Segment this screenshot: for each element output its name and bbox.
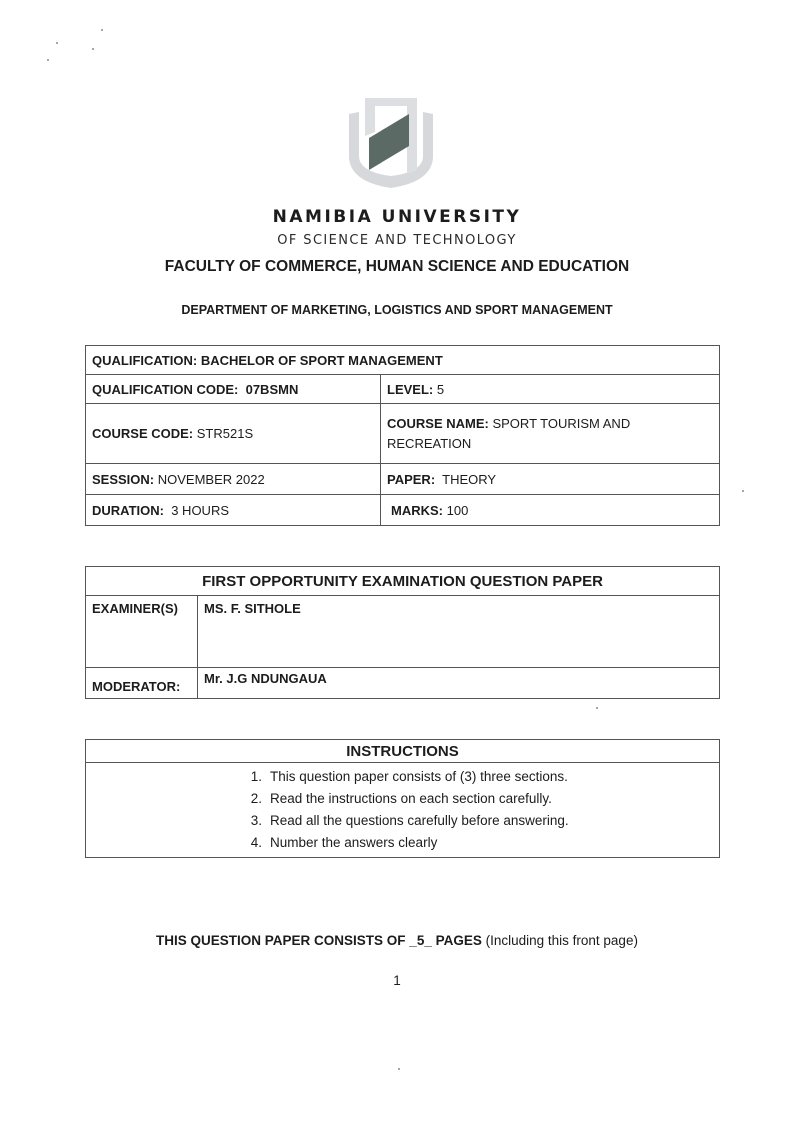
university-name: NAMIBIA UNIVERSITY bbox=[272, 207, 522, 227]
university-subtitle: OF SCIENCE AND TECHNOLOGY bbox=[277, 233, 517, 248]
instruction-item: 2. Read the instructions on each section carefully. bbox=[250, 790, 552, 806]
scan-speck bbox=[92, 48, 94, 50]
session-cell: SESSION: NOVEMBER 2022 bbox=[86, 464, 381, 495]
duration-cell: DURATION: 3 HOURS bbox=[86, 495, 381, 526]
scan-speck bbox=[398, 1068, 400, 1070]
course-name-cell: COURSE NAME: SPORT TOURISM AND RECREATION bbox=[381, 404, 720, 464]
examiner-label: EXAMINER(S) bbox=[86, 596, 198, 668]
moderator-value: Mr. J.G NDUNGAUA bbox=[198, 668, 720, 699]
scan-speck bbox=[101, 29, 103, 31]
scan-speck bbox=[742, 490, 744, 492]
qualification-code-cell: QUALIFICATION CODE: 07BSMN bbox=[86, 375, 381, 404]
marks-cell: MARKS: 100 bbox=[381, 495, 720, 526]
course-info-table bbox=[85, 345, 720, 526]
department-title: DEPARTMENT OF MARKETING, LOGISTICS AND SPORT MANAGEMENT bbox=[181, 303, 613, 317]
instruction-item: 3. Read all the questions carefully before answering. bbox=[250, 812, 569, 828]
instructions-title: INSTRUCTIONS bbox=[86, 740, 720, 763]
moderator-label: MODERATOR: bbox=[86, 668, 198, 699]
scan-speck bbox=[47, 59, 49, 61]
instructions-list bbox=[86, 763, 719, 857]
instruction-item: 1. This question paper consists of (3) three sections. bbox=[250, 768, 568, 784]
page-number: 1 bbox=[393, 973, 401, 988]
nust-shield-logo-icon bbox=[343, 92, 443, 192]
faculty-title: FACULTY OF COMMERCE, HUMAN SCIENCE AND EDUCATION bbox=[164, 258, 630, 275]
level-cell: LEVEL: 5 bbox=[381, 375, 720, 404]
paper-cell: PAPER: THEORY bbox=[381, 464, 720, 495]
instructions-table bbox=[85, 739, 720, 858]
course-code-cell: COURSE CODE: STR521S bbox=[86, 404, 381, 464]
page-count-statement: THIS QUESTION PAPER CONSISTS OF _5_ PAGES (Including this front page) bbox=[156, 933, 638, 948]
qualification-cell: QUALIFICATION: BACHELOR OF SPORT MANAGEMENT bbox=[86, 346, 720, 375]
examiners-table bbox=[85, 566, 720, 699]
scan-speck bbox=[56, 42, 58, 44]
exam-paper-title: FIRST OPPORTUNITY EXAMINATION QUESTION PAPER bbox=[86, 567, 720, 596]
examiner-value: MS. F. SITHOLE bbox=[198, 596, 720, 668]
scan-speck bbox=[596, 707, 598, 709]
instruction-item: 4. Number the answers clearly bbox=[250, 834, 438, 850]
